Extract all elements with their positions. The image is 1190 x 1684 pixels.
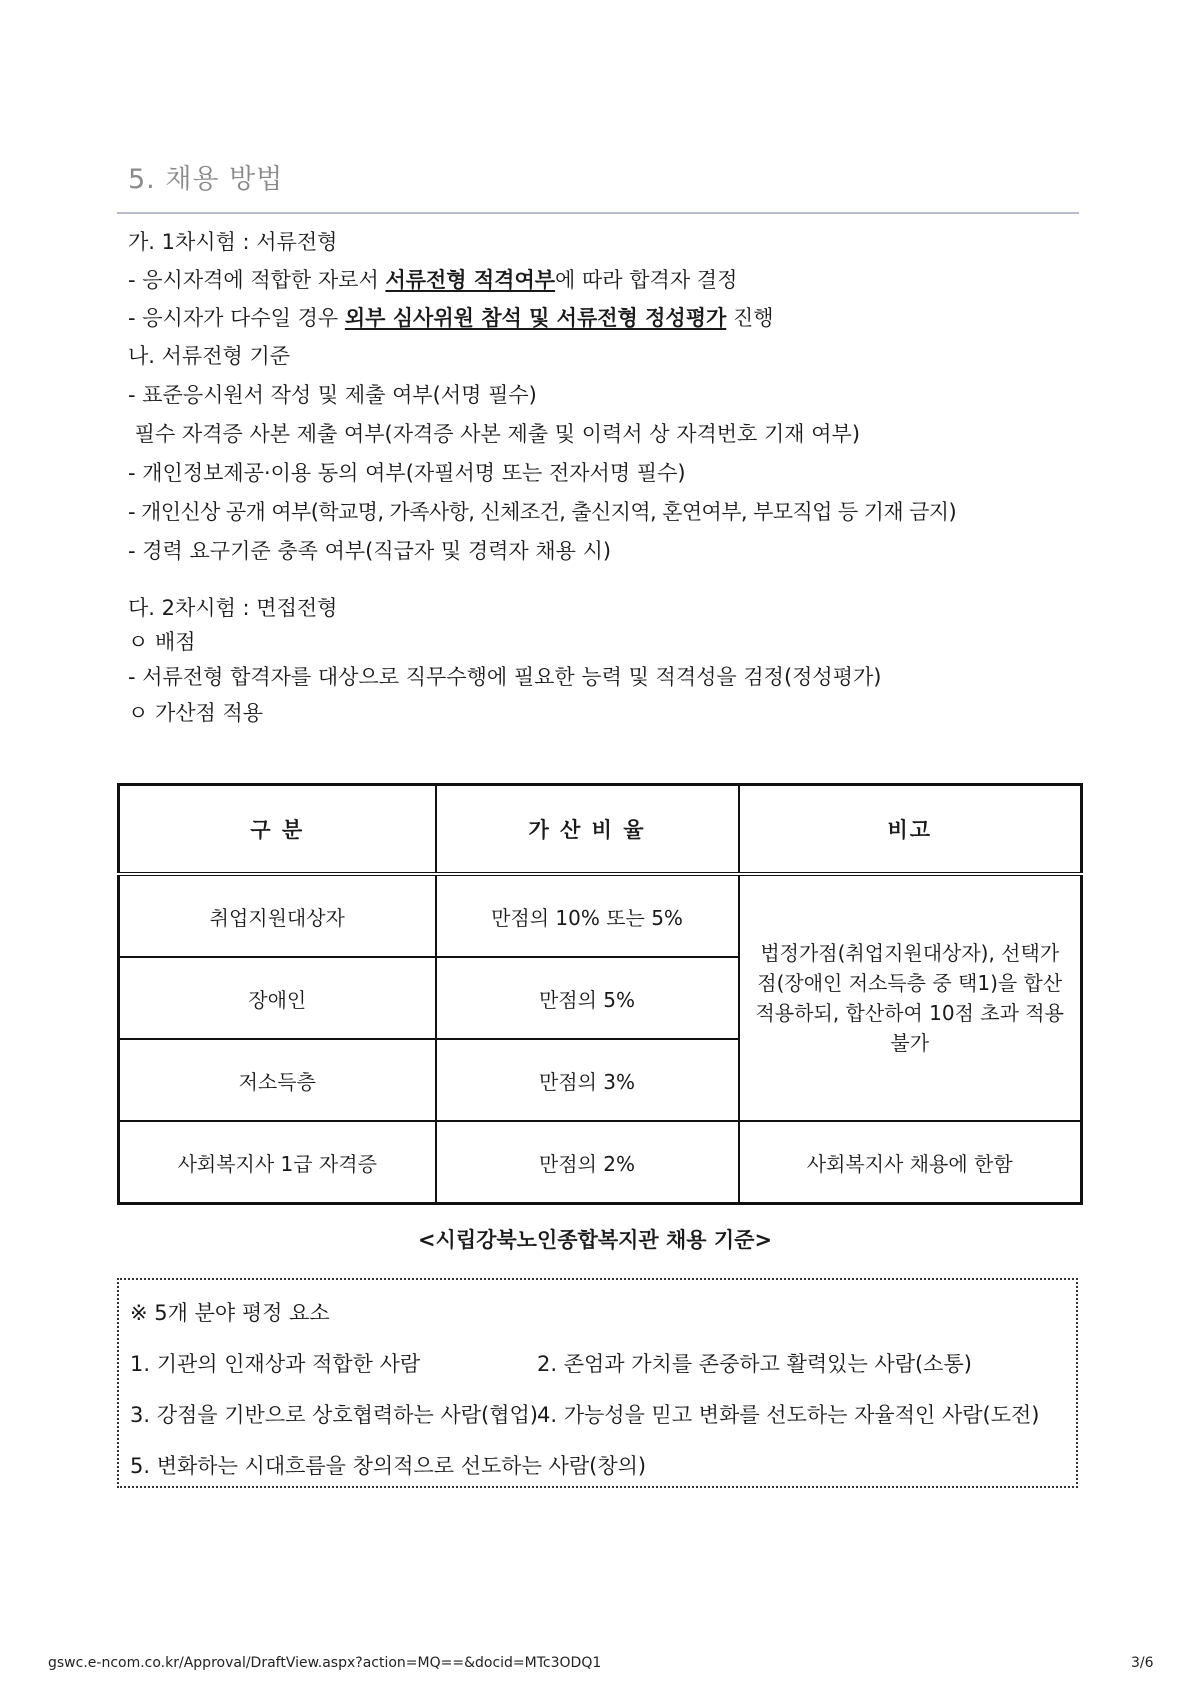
title-divider <box>117 212 1079 214</box>
footer-url: gswc.e-ncom.co.kr/Approval/DraftView.aspx?action=MQ==&docid=MTc3ODQ1 <box>48 1655 602 1671</box>
rate-cell: 만점의 5% <box>436 957 739 1039</box>
evaluation-item: 1. 기관의 인재상과 적합한 사람 <box>130 1352 421 1376</box>
rate-cell: 만점의 2% <box>436 1121 739 1204</box>
table-row <box>119 874 1082 957</box>
category-cell: 장애인 <box>119 957 436 1039</box>
score-heading: ㅇ 배점 <box>128 630 196 654</box>
header-category: 구 분 <box>119 785 436 875</box>
table-caption: <시립강북노인종합복지관 채용 기준> <box>417 1228 773 1252</box>
evaluation-heading: ※ 5개 분야 평정 요소 <box>130 1301 330 1325</box>
rate-cell: 만점의 3% <box>436 1039 739 1121</box>
bonus-points-table <box>117 783 1083 1205</box>
evaluation-item: 2. 존엄과 가치를 존중하고 활력있는 사람(소통) <box>537 1352 972 1376</box>
criteria-item: - 경력 요구기준 충족 여부(직급자 및 경력자 채용 시) <box>128 539 612 563</box>
criteria-item: 필수 자격증 사본 제출 여부(자격증 사본 제출 및 이력서 상 자격번호 기재 여부) <box>128 422 861 446</box>
category-cell: 사회복지사 1급 자격증 <box>119 1121 436 1204</box>
category-cell: 취업지원대상자 <box>119 874 436 957</box>
score-description: - 서류전형 합격자를 대상으로 직무수행에 필요한 능력 및 적격성을 검정(정성평가) <box>128 665 882 689</box>
evaluation-item: 5. 변화하는 시대흐름을 창의적으로 선도하는 사람(창의) <box>130 1454 647 1478</box>
first-exam-line-2 <box>128 303 774 333</box>
table-row <box>119 1121 1082 1204</box>
note-cell: 사회복지사 채용에 한함 <box>739 1121 1082 1204</box>
evaluation-item: 3. 강점을 기반으로 상호협력하는 사람(협업) <box>130 1403 538 1427</box>
table-header-row <box>119 785 1082 875</box>
first-exam-line-1 <box>128 265 737 295</box>
header-note: 비고 <box>739 785 1082 875</box>
criteria-item: - 표준응시원서 작성 및 제출 여부(서명 필수) <box>128 383 537 407</box>
criteria-item: - 개인신상 공개 여부(학교명, 가족사항, 신체조건, 출신지역, 혼연여부, 부모직업 등 기재 금지) <box>128 500 957 524</box>
evaluation-box <box>117 1278 1078 1488</box>
header-rate: 가 산 비 율 <box>436 785 739 875</box>
second-exam-heading: 다. 2차시험 : 면접전형 <box>128 596 338 620</box>
merged-note-cell: 법정가점(취업지원대상자), 선택가점(장애인 저소득층 중 택1)을 합산 적용하되, 합산하여 10점 초과 적용 불가 <box>739 874 1082 1121</box>
line-2-suffix: 진행 <box>726 306 774 330</box>
criteria-heading: 나. 서류전형 기준 <box>128 344 291 368</box>
line-2-prefix: - 응시자가 다수일 경우 <box>128 306 345 330</box>
page-number: 3/6 <box>1131 1655 1154 1671</box>
line-1-suffix: 에 따라 합격자 결정 <box>555 268 738 292</box>
category-cell: 저소득층 <box>119 1039 436 1121</box>
line-2-emphasis: 외부 심사위원 참석 및 서류전형 정성평가 <box>344 306 727 330</box>
evaluation-item: 4. 가능성을 믿고 변화를 선도하는 자율적인 사람(도전) <box>537 1403 1040 1427</box>
rate-cell: 만점의 10% 또는 5% <box>436 874 739 957</box>
line-1-prefix: - 응시자격에 적합한 자로서 <box>128 268 386 292</box>
bonus-heading: ㅇ 가산점 적용 <box>128 701 264 725</box>
section-title: 5. 채용 방법 <box>128 164 284 195</box>
criteria-item: - 개인정보제공·이용 동의 여부(자필서명 또는 전자서명 필수) <box>128 461 686 485</box>
line-1-emphasis: 서류전형 적격여부 <box>385 268 556 292</box>
first-exam-heading: 가. 1차시험 : 서류전형 <box>128 230 338 254</box>
